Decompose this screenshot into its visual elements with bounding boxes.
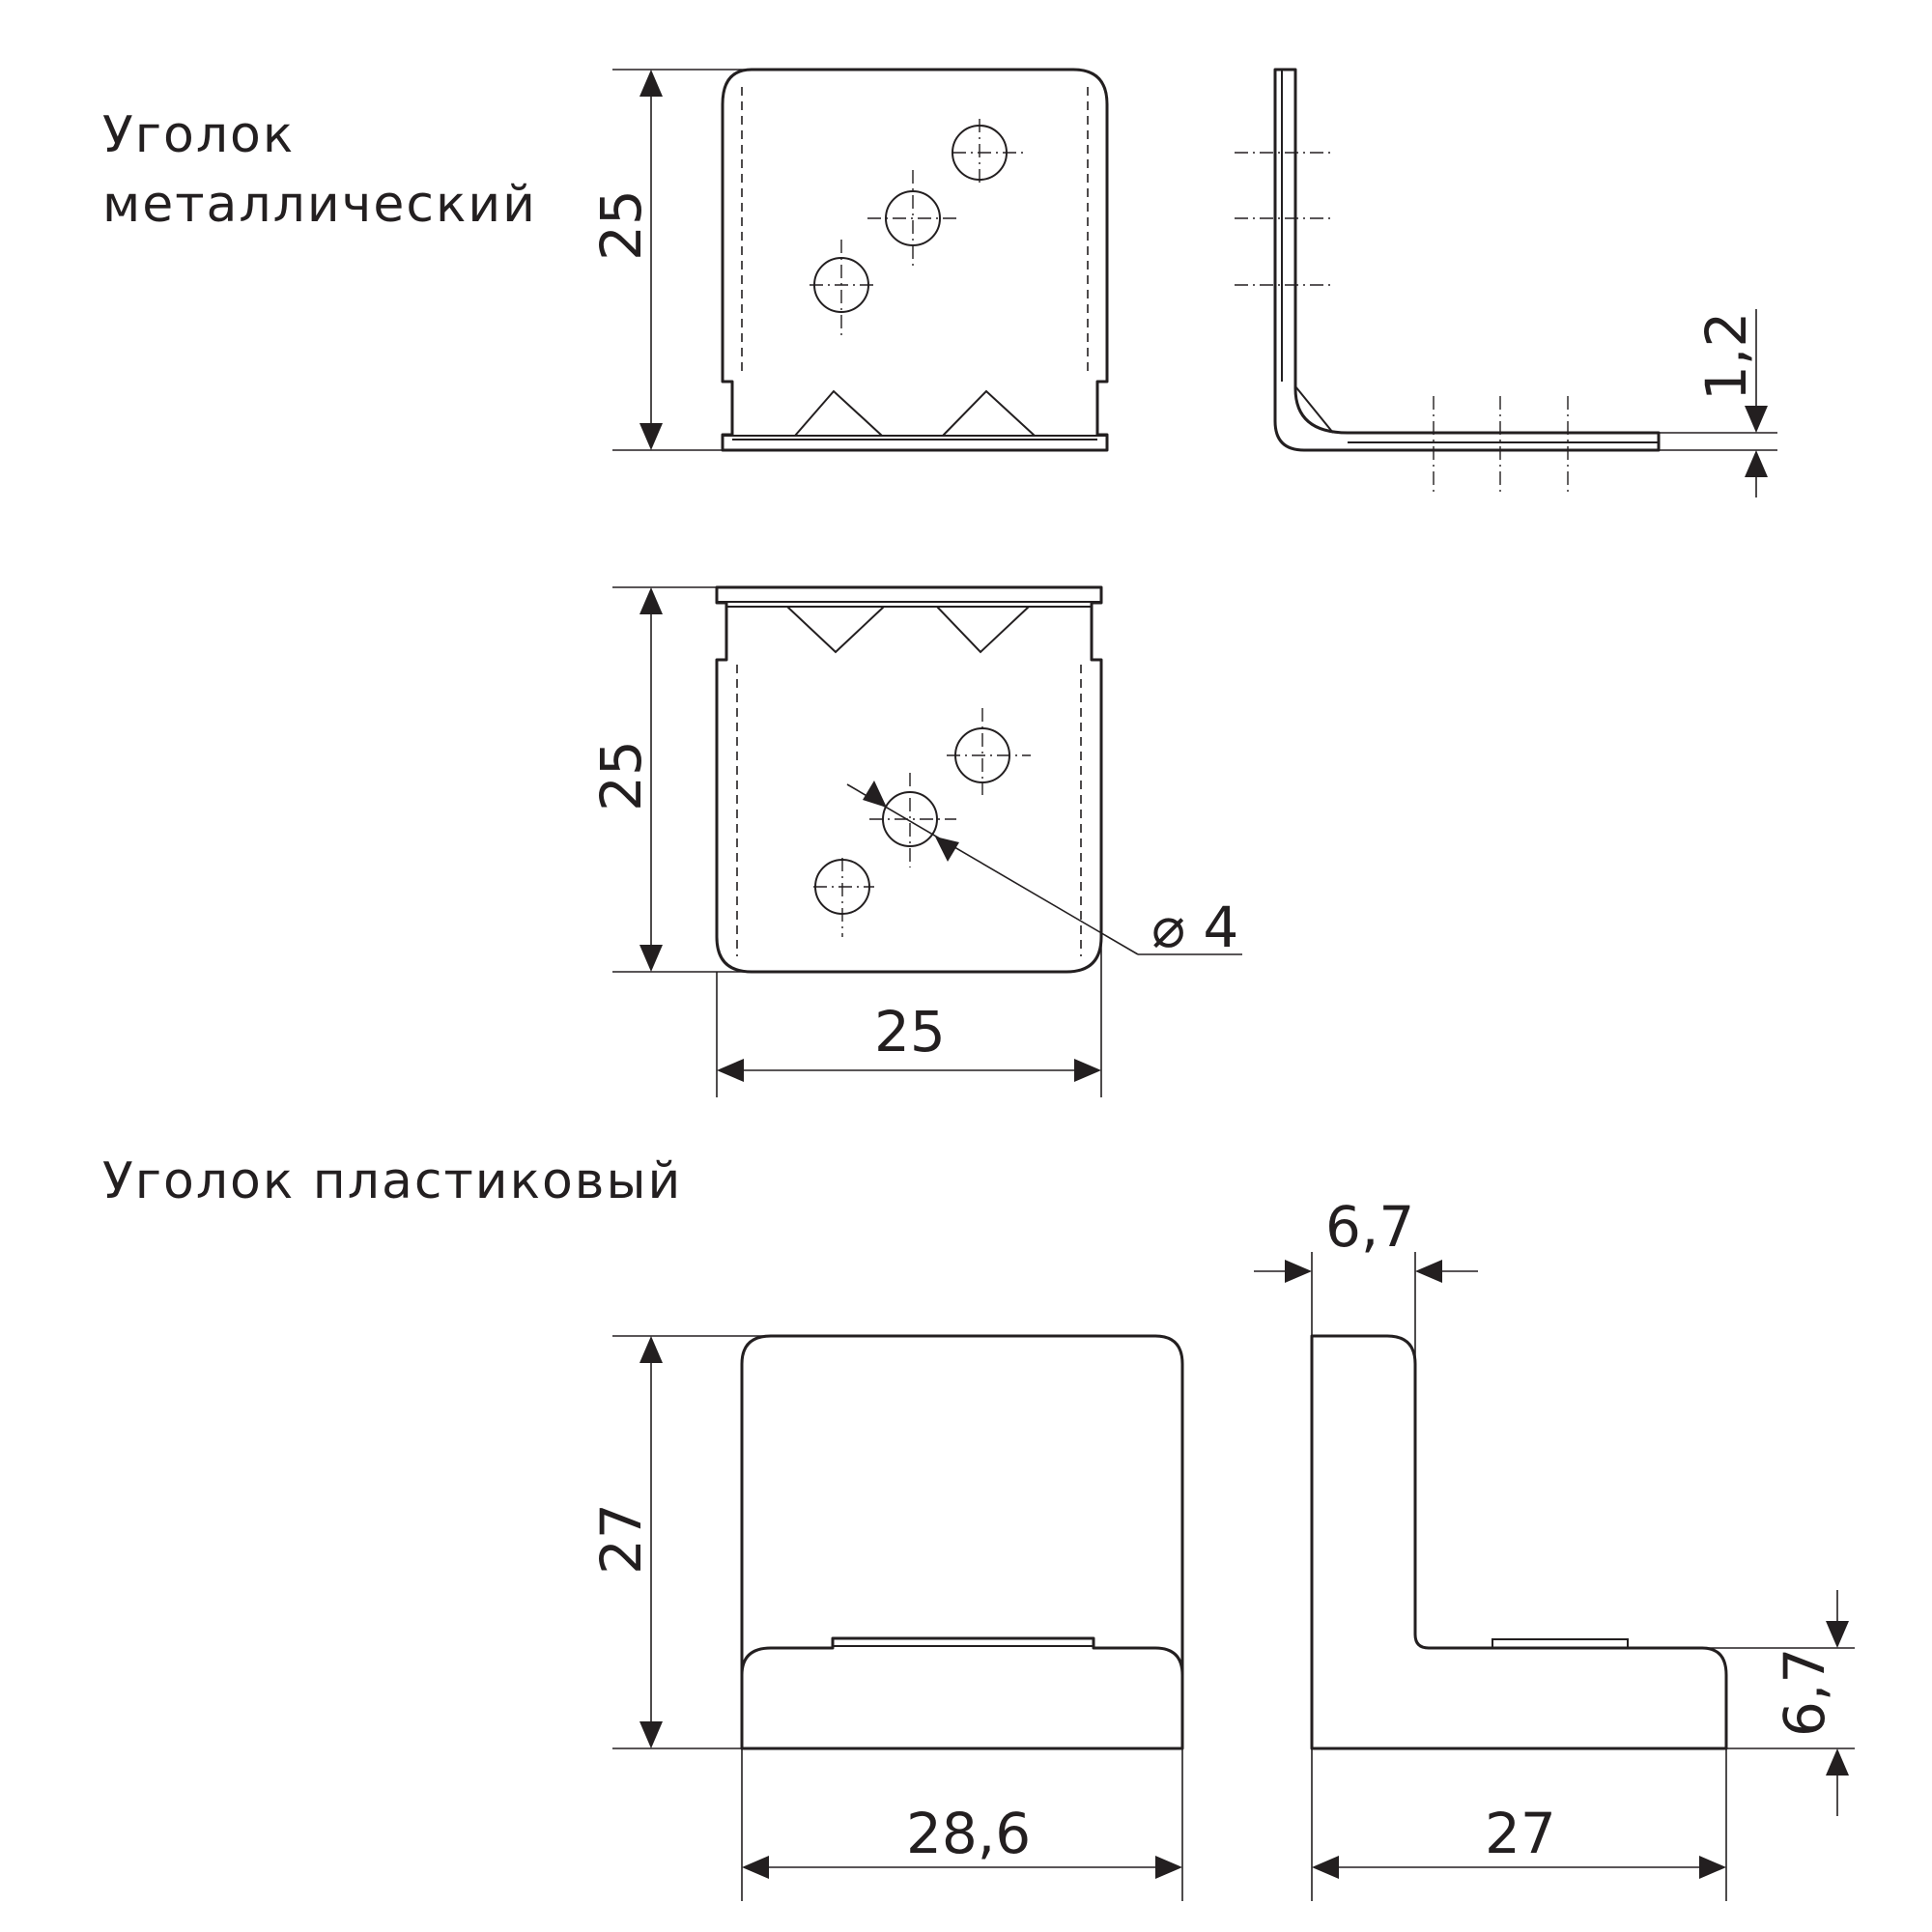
plastic-title: Уголок пластиковый <box>102 1152 683 1210</box>
plastic-side-width-label: 27 <box>1485 1801 1556 1866</box>
metal-title-line2: металлический <box>102 176 537 234</box>
plastic-front-height-label: 27 <box>588 1503 654 1575</box>
hole-diameter-label: ⌀ 4 <box>1151 895 1239 960</box>
metal-bottom-height-label: 25 <box>588 740 654 811</box>
metal-front-view <box>588 70 1107 450</box>
metal-front-height-label: 25 <box>588 189 654 261</box>
plastic-side-view <box>1254 1194 1855 1901</box>
metal-bottom-view <box>588 587 1242 1097</box>
plastic-front-view <box>588 1336 1182 1901</box>
plastic-front-width-label: 28,6 <box>906 1801 1032 1866</box>
metal-thickness-label: 1,2 <box>1693 311 1759 401</box>
metal-title-line1: Уголок <box>102 106 296 164</box>
plastic-side-base-height-label: 6,7 <box>1772 1647 1837 1737</box>
plastic-side-top-thickness-label: 6,7 <box>1325 1194 1415 1260</box>
metal-bottom-width-label: 25 <box>874 999 946 1065</box>
metal-side-view <box>1235 70 1777 497</box>
